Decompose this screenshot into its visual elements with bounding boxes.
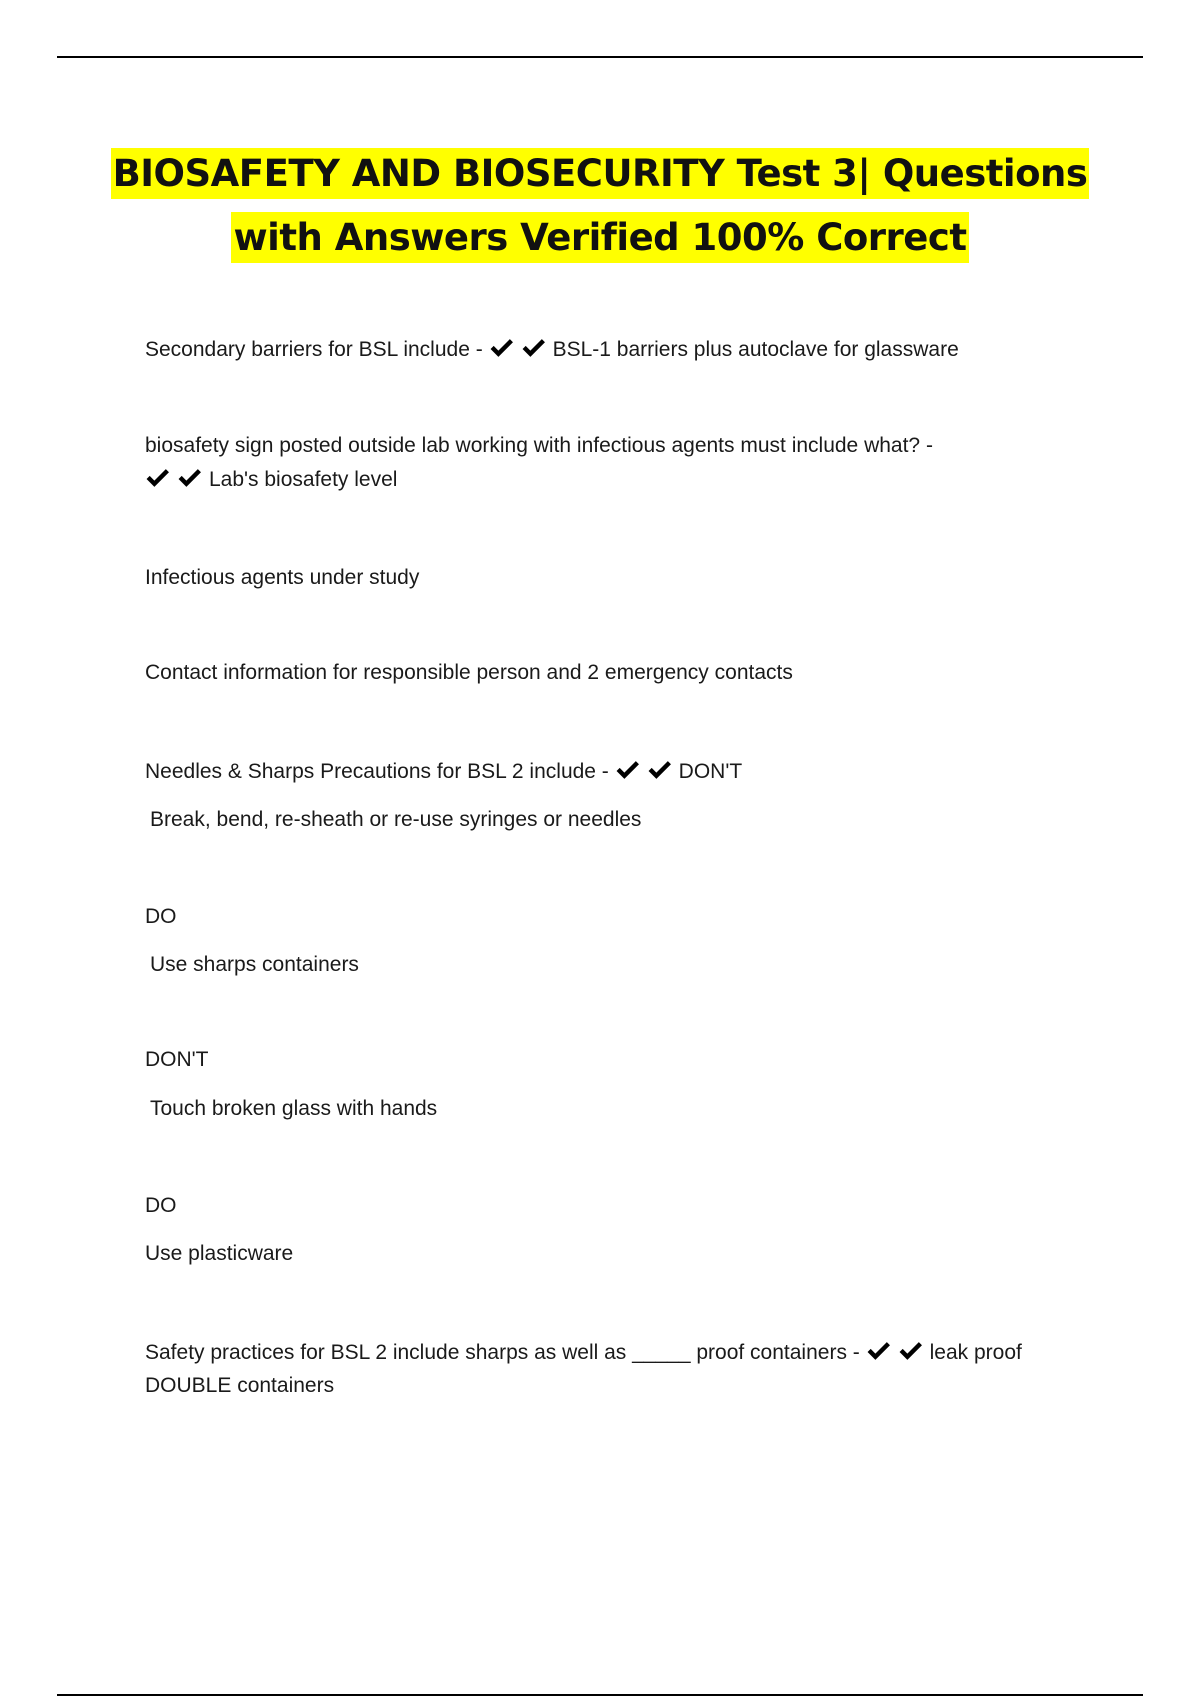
answer-line: Use plasticware: [145, 1242, 294, 1265]
title-line-2: with Answers Verified 100% Correct: [231, 212, 968, 263]
answer-marker: [145, 465, 209, 495]
answer-text: BSL-1 barriers plus autoclave for glassware: [552, 338, 959, 361]
question-text: biosafety sign posted outside lab working with infectious agents must include what? -: [145, 434, 933, 457]
qa-item-2-question: [145, 431, 933, 461]
check-mark-icon: [647, 759, 672, 781]
check-mark-icon: [898, 1340, 923, 1362]
document-title: [60, 142, 1140, 270]
answer-marker: [489, 335, 553, 365]
answer-line: Touch broken glass with hands: [150, 1097, 438, 1120]
answer-line: DO: [145, 1194, 177, 1217]
answer-marker: [615, 757, 679, 787]
check-mark-icon: [615, 759, 640, 781]
check-mark-icon: [177, 467, 202, 489]
answer-line: DON'T: [145, 1048, 209, 1071]
title-line-1: BIOSAFETY AND BIOSECURITY Test 3| Questions: [111, 148, 1090, 199]
qa-item-4: [145, 1338, 1022, 1368]
check-mark-icon: [145, 467, 170, 489]
answer-line: DOUBLE containers: [145, 1374, 335, 1397]
answer-line: DO: [145, 905, 177, 928]
check-mark-icon: [521, 337, 546, 359]
question-text: Needles & Sharps Precautions for BSL 2 include -: [145, 760, 609, 783]
answer-line: Break, bend, re-sheath or re-use syringes or needles: [150, 808, 642, 831]
qa-item-1: [145, 335, 959, 365]
qa-item-2-answer: [145, 465, 397, 495]
answer-text: leak proof: [929, 1341, 1022, 1364]
check-mark-icon: [866, 1340, 891, 1362]
answer-text: Lab's biosafety level: [209, 468, 398, 491]
answer-line: Contact information for responsible person and 2 emergency contacts: [145, 661, 793, 684]
answer-text: DON'T: [678, 760, 743, 783]
answer-line: Infectious agents under study: [145, 566, 420, 589]
question-text: Secondary barriers for BSL include -: [145, 338, 483, 361]
bottom-rule: [57, 1694, 1143, 1696]
check-mark-icon: [489, 337, 514, 359]
question-text: Safety practices for BSL 2 include sharps as well as _____ proof containers -: [145, 1341, 860, 1364]
qa-item-3: [145, 757, 742, 787]
answer-marker: [866, 1338, 930, 1368]
top-rule: [57, 56, 1143, 58]
answer-line: Use sharps containers: [150, 953, 359, 976]
